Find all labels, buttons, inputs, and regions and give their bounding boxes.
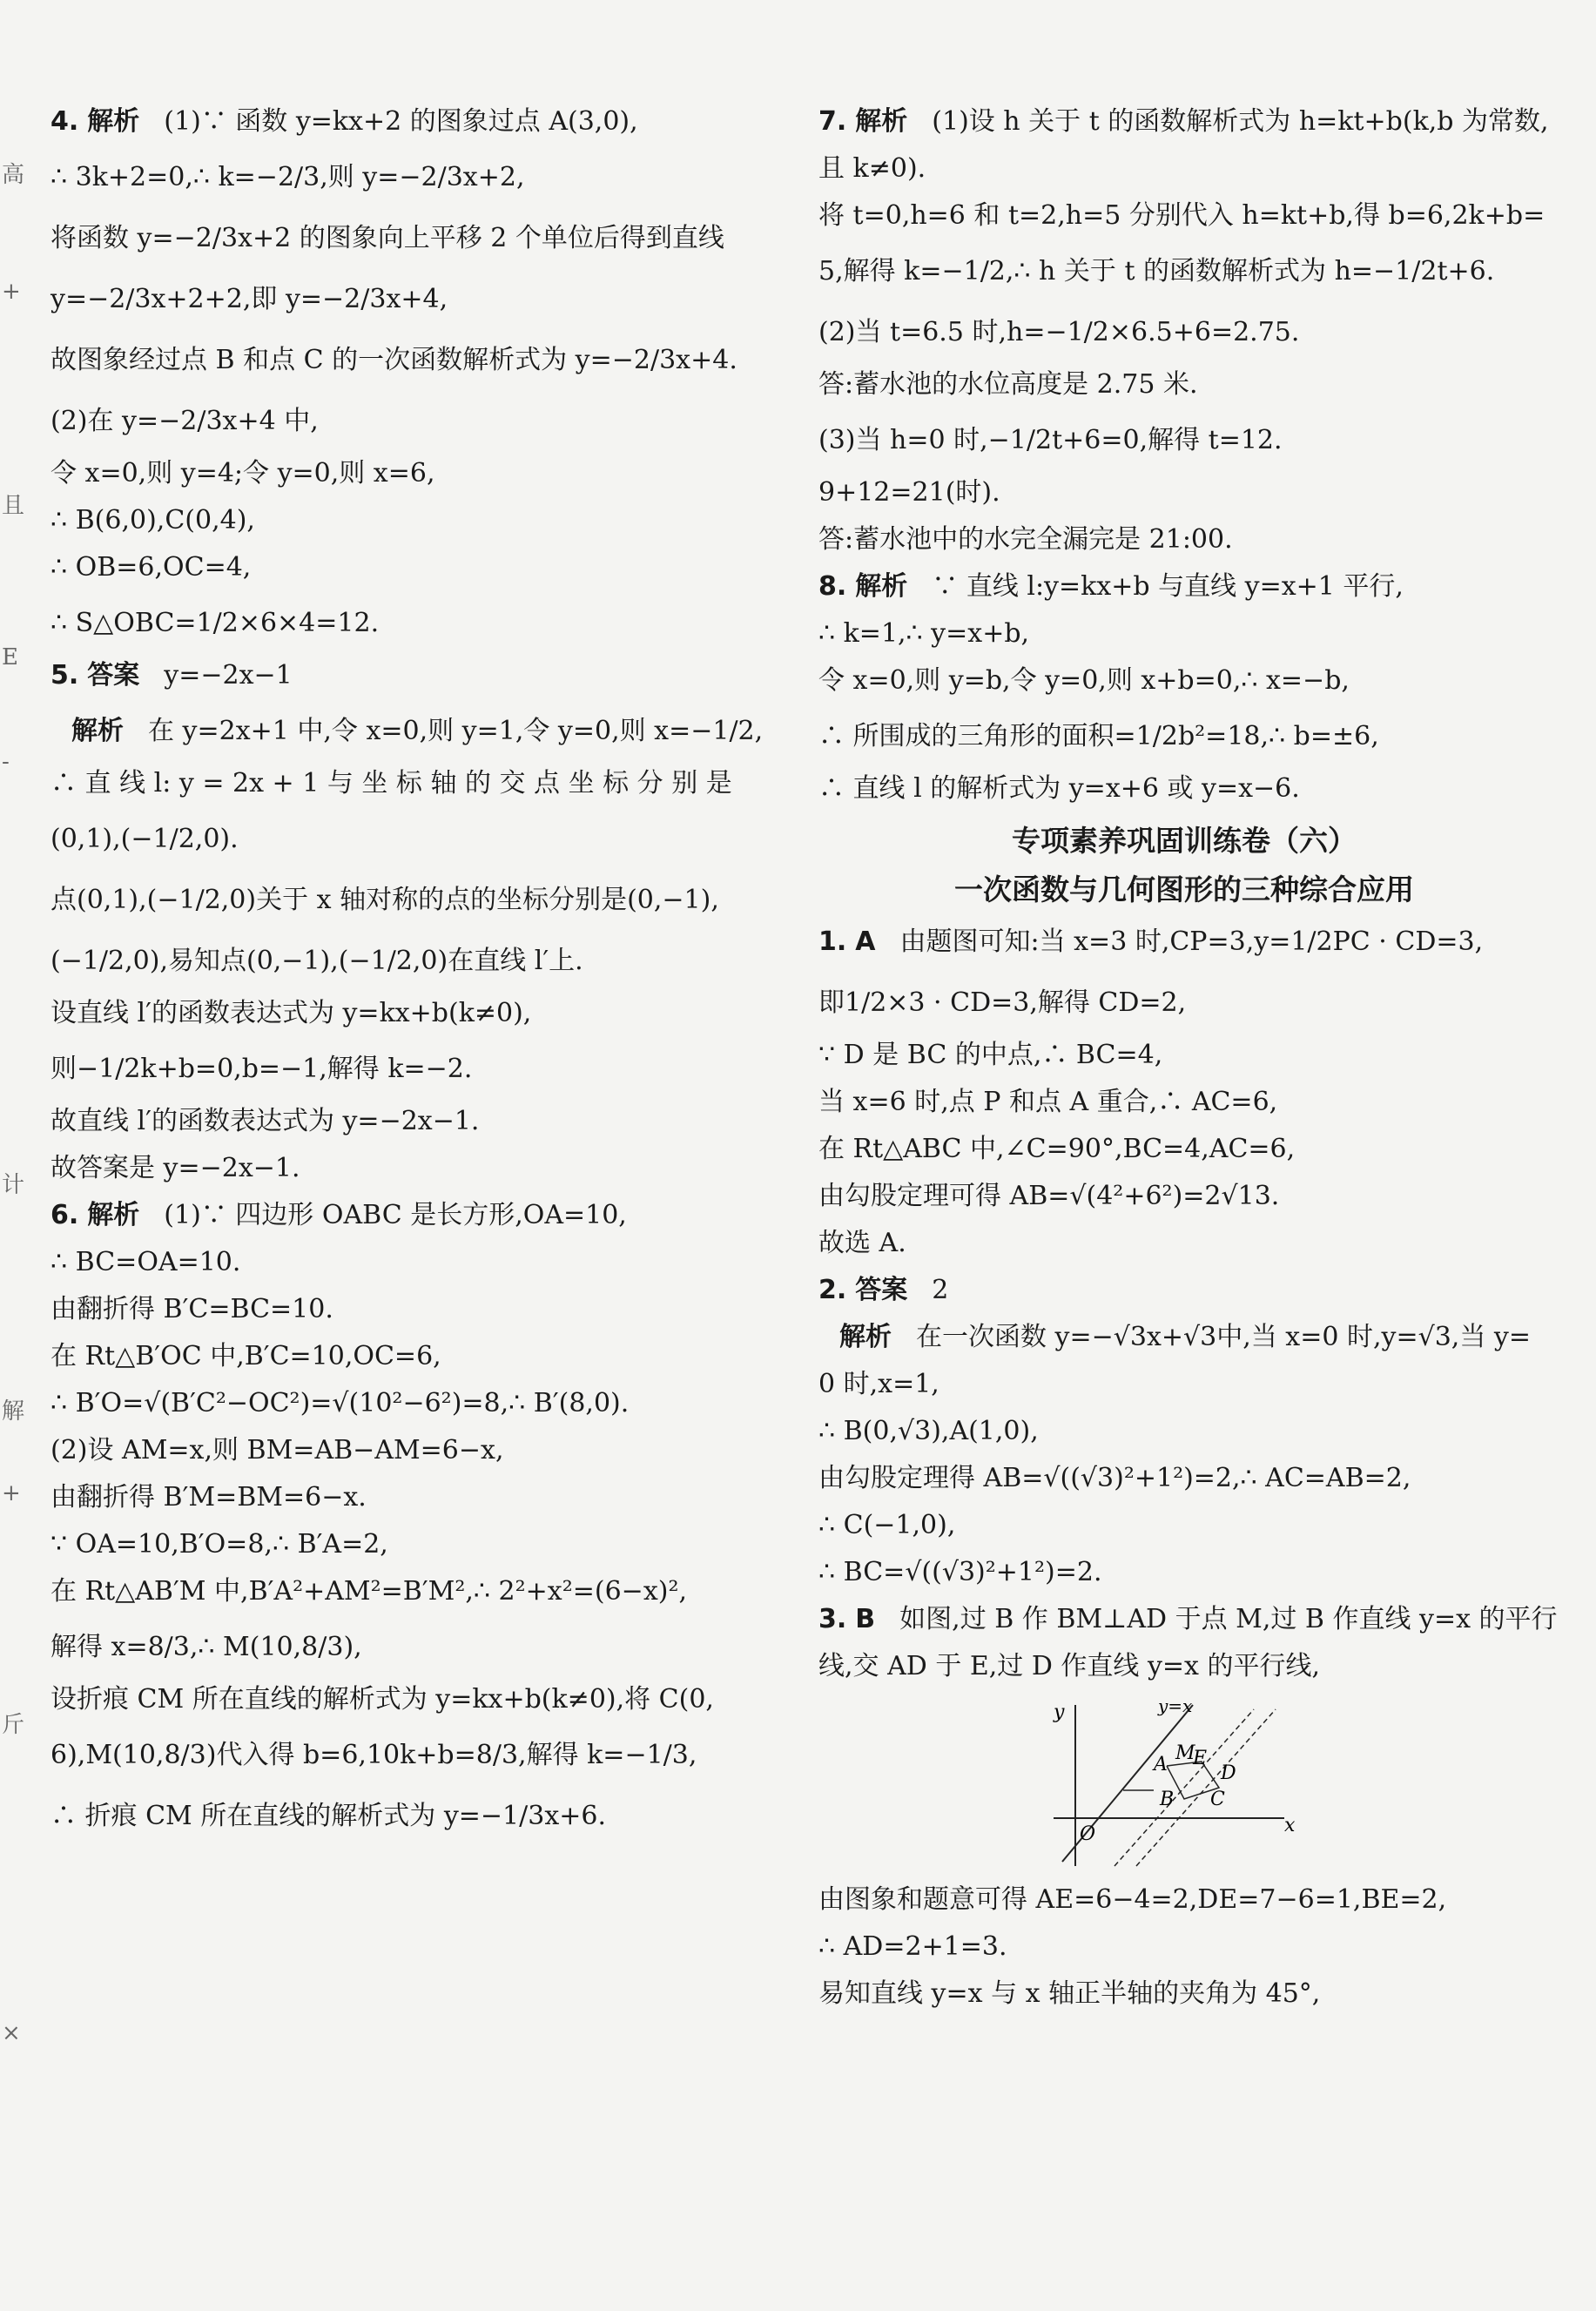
text-line (51, 813, 782, 866)
label-o: O (1080, 1823, 1096, 1845)
text-line (51, 1790, 782, 1843)
line-text: ∴ B(0,√3),A(1,0), (818, 1416, 1039, 1446)
line-text: 答:蓄水池中的水完全漏完是 21:00. (818, 524, 1233, 555)
answer-tag: 答案 (87, 660, 140, 691)
text-line (818, 1649, 1550, 1684)
problem-number: 7. (818, 106, 847, 137)
problem-3-figure (818, 1696, 1550, 1870)
answer-tag: A (855, 926, 876, 957)
text-line (818, 414, 1550, 467)
text-line (51, 996, 782, 1031)
label-m: M (1175, 1742, 1195, 1764)
line-text: ∴ 直 线 l: y = 2x + 1 与 坐 标 轴 的 交 点 坐 标 分 别 是 (51, 768, 732, 798)
answer-tag: 解析 (87, 1200, 140, 1230)
line-text: ∴ B(6,0),C(0,4), (51, 505, 255, 536)
line-text: 在 y=2x+1 中,令 x=0,则 y=1,令 y=0,则 x=−1/2, (148, 716, 764, 746)
answer-tag: 解析 (87, 106, 140, 137)
text-line (51, 503, 782, 538)
text-line (818, 522, 1550, 557)
line-text: 令 x=0,则 y=b,令 y=0,则 x+b=0,∴ x=−b, (818, 665, 1350, 696)
line-text: ∴ BC=√((√3)²+1²)=2. (818, 1557, 1102, 1587)
text-line (818, 475, 1550, 510)
line-text: 由题图可知:当 x=3 时,CP=3,y=1/2PC · CD=3, (899, 926, 1484, 957)
text-line (818, 367, 1550, 402)
line-text: (1)设 h 关于 t 的函数解析式为 h=kt+b(k,b 为常数, (932, 106, 1549, 137)
text-line (51, 1043, 782, 1095)
label-a: A (1154, 1754, 1168, 1775)
line-text: (−1/2,0),易知点(0,−1),(−1/2,0)在直线 l′上. (51, 946, 583, 976)
text-line (818, 1977, 1550, 2011)
line-text: y=−2x−1 (164, 660, 293, 691)
line-text: y=−2/3x+2+2,即 y=−2/3x+4, (51, 284, 448, 314)
line-text: ∵ D 是 BC 的中点,∴ BC=4, (818, 1040, 1163, 1070)
coordinate-figure (1036, 1696, 1297, 1870)
text-line (818, 1320, 1550, 1355)
text-line (818, 1226, 1550, 1261)
line-text: 由翻折得 B′M=BM=6−x. (51, 1482, 367, 1513)
label-c: C (1210, 1789, 1225, 1810)
edge-mark: 斤 (2, 1712, 25, 1738)
text-line (51, 1527, 782, 1562)
line-text: 线,交 AD 于 E,过 D 作直线 y=x 的平行线, (818, 1651, 1321, 1681)
text-line (51, 1682, 782, 1717)
line-text: 设直线 l′的函数表达式为 y=kx+b(k≠0), (51, 998, 532, 1028)
edge-mark: 解 (2, 1398, 25, 1425)
text-line (51, 1480, 782, 1515)
answer-tag: 解析 (855, 571, 908, 602)
line-text: (2)在 y=−2/3x+4 中, (51, 406, 319, 436)
text-line (818, 199, 1550, 233)
line-text: 在一次函数 y=−√3x+√3中,当 x=0 时,y=√3,当 y= (916, 1322, 1531, 1352)
text-line (818, 307, 1550, 359)
edge-mark: - (2, 749, 10, 775)
text-line (818, 616, 1550, 651)
text-line (818, 1367, 1550, 1402)
problem-number: 8. (818, 571, 847, 602)
line-text: ∵ OA=10,B′O=8,∴ B′A=2, (51, 1529, 388, 1560)
text-line (818, 104, 1550, 139)
line-text: ∴ 所围成的三角形的面积=1/2b²=18,∴ b=±6, (818, 721, 1379, 751)
text-line (51, 1433, 782, 1468)
line-text: ∴ 3k+2=0,∴ k=−2/3,则 y=−2/3x+2, (51, 162, 525, 192)
text-line (51, 1574, 782, 1609)
edge-mark: 且 (2, 493, 25, 519)
text-line (818, 1930, 1550, 1964)
line-text: (2)设 AM=x,则 BM=AB−AM=6−x, (51, 1435, 504, 1465)
text-line (51, 273, 782, 326)
text-line (818, 664, 1550, 698)
line-text: 由翻折得 B′C=BC=10. (51, 1294, 333, 1324)
text-line (51, 874, 782, 926)
text-line (51, 1104, 782, 1139)
text-line (51, 1339, 782, 1374)
right-column (818, 104, 1558, 2024)
text-line (51, 1198, 782, 1233)
line-text: 由勾股定理可得 AB=√(4²+6²)=2√13. (818, 1181, 1280, 1211)
text-line (818, 1414, 1550, 1449)
line-text: ∴ B′O=√(B′C²−OC²)=√(10²−6²)=8,∴ B′(8,0). (51, 1388, 630, 1418)
line-text: 0 时,x=1, (818, 1369, 939, 1399)
line-text: 解得 x=8/3,∴ M(10,8/3), (51, 1632, 362, 1662)
answer-tag: 解析 (839, 1322, 892, 1352)
label-e: E (1193, 1748, 1208, 1769)
line-text: 故直线 l′的函数表达式为 y=−2x−1. (51, 1106, 480, 1136)
text-line (51, 550, 782, 585)
answer-tag: B (855, 1604, 876, 1634)
line-text: 将 t=0,h=6 和 t=2,h=5 分别代入 h=kt+b,得 b=6,2k+b= (818, 200, 1545, 231)
parallel-line-through-b (1115, 1709, 1254, 1866)
line-text: ∵ 直线 l:y=kx+b 与直线 y=x+1 平行, (932, 571, 1404, 602)
line-text: 6),M(10,8/3)代入得 b=6,10k+b=8/3,解得 k=−1/3, (51, 1740, 697, 1770)
text-line (51, 766, 782, 801)
label-d: D (1221, 1762, 1236, 1784)
line-text: 如图,过 B 作 BM⊥AD 于点 M,过 B 作直线 y=x 的平行 (899, 1604, 1558, 1634)
text-line (51, 395, 782, 448)
label-y: y (1054, 1701, 1065, 1723)
line-text: ∴ k=1,∴ y=x+b, (818, 618, 1030, 649)
text-line (818, 1602, 1558, 1637)
line-text: ∴ 折痕 CM 所在直线的解析式为 y=−1/3x+6. (51, 1801, 606, 1831)
line-text: (3)当 h=0 时,−1/2t+6=0,解得 t=12. (818, 425, 1283, 455)
text-line (51, 705, 782, 758)
edge-mark: 高 (2, 162, 25, 188)
line-text: 由图象和题意可得 AE=6−4=2,DE=7−6=1,BE=2, (818, 1884, 1447, 1915)
label-yx: y=x (1158, 1696, 1193, 1716)
text-line (818, 1038, 1550, 1073)
problem-number: 6. (51, 1200, 79, 1230)
edge-mark: 计 (2, 1172, 25, 1198)
text-line (51, 597, 782, 650)
problem-number: 4. (51, 106, 79, 137)
label-x: x (1284, 1815, 1296, 1836)
text-line (818, 1132, 1550, 1167)
line-text: 故答案是 y=−2x−1. (51, 1153, 300, 1183)
line-text: 点(0,1),(−1/2,0)关于 x 轴对称的点的坐标分别是(0,−1), (51, 885, 719, 915)
line-text: 5,解得 k=−1/2,∴ h 关于 t 的函数解析式为 h=−1/2t+6. (818, 256, 1495, 286)
line-text: ∴ OB=6,OC=4, (51, 552, 252, 583)
text-line (818, 916, 1550, 968)
problems-7-8 (818, 104, 1550, 806)
line-text: (2)当 t=6.5 时,h=−1/2×6.5+6=2.75. (818, 317, 1300, 347)
text-line (51, 1621, 782, 1674)
text-line (818, 1179, 1550, 1214)
text-line (818, 246, 1550, 298)
label-b: B (1160, 1789, 1175, 1810)
line-text: 则−1/2k+b=0,b=−1,解得 k=−2. (51, 1054, 473, 1084)
text-line (818, 1883, 1550, 1917)
line-text: 在 Rt△B′OC 中,B′C=10,OC=6, (51, 1341, 441, 1371)
line-text: 故选 A. (818, 1228, 906, 1258)
edge-mark: + (2, 279, 21, 305)
problem-number: 1. (818, 926, 847, 957)
text-line (818, 711, 1550, 763)
text-line (51, 1151, 782, 1186)
line-text: 答:蓄水池的水位高度是 2.75 米. (818, 369, 1198, 400)
line-text: (1)∵ 函数 y=kx+2 的图象过点 A(3,0), (164, 106, 638, 137)
text-line (818, 569, 1550, 604)
problem-number: 5. (51, 660, 79, 691)
edge-mark: + (2, 1480, 21, 1506)
line-text: ∴ BC=OA=10. (51, 1247, 241, 1277)
problem-3-continued (818, 1883, 1550, 2011)
parallel-line-through-d (1136, 1709, 1276, 1866)
text-line (51, 935, 782, 987)
text-line (818, 1085, 1550, 1120)
text-line (51, 212, 782, 265)
text-line (818, 977, 1550, 1029)
text-line (51, 1292, 782, 1327)
text-line (818, 152, 1550, 186)
answer-tag: 解析 (71, 716, 124, 746)
text-line (51, 152, 782, 204)
line-text: 由勾股定理得 AB=√((√3)²+1²)=2,∴ AC=AB=2, (818, 1463, 1411, 1493)
text-line (51, 456, 782, 491)
section-subtitle: 一次函数与几何图形的三种综合应用 (954, 873, 1414, 906)
line-text: 令 x=0,则 y=4;令 y=0,则 x=6, (51, 458, 435, 488)
line-text: ∴ S△OBC=1/2×6×4=12. (51, 608, 380, 638)
line-text: (0,1),(−1/2,0). (51, 824, 239, 854)
line-text: 当 x=6 时,点 P 和点 A 重合,∴ AC=6, (818, 1087, 1278, 1117)
text-line (51, 658, 782, 693)
line-text: 9+12=21(时). (818, 477, 1000, 508)
line-text: 设折痕 CM 所在直线的解析式为 y=kx+b(k≠0),将 C(0, (51, 1684, 714, 1715)
text-line (818, 1273, 1550, 1308)
problem-number: 2. (818, 1275, 847, 1305)
line-text: (1)∵ 四边形 OABC 是长方形,OA=10, (164, 1200, 627, 1230)
line-text: 在 Rt△ABC 中,∠C=90°,BC=4,AC=6, (818, 1134, 1296, 1164)
answer-tag: 解析 (855, 106, 908, 137)
section-six-problems (818, 916, 1558, 1684)
text-line (818, 1555, 1550, 1590)
line-text: 2 (932, 1275, 949, 1305)
line-text: 将函数 y=−2/3x+2 的图象向上平移 2 个单位后得到直线 (51, 223, 724, 253)
edge-mark: × (2, 2020, 21, 2046)
text-line (51, 334, 782, 387)
text-line (51, 1245, 782, 1280)
text-line (818, 1508, 1550, 1543)
line-text: 在 Rt△AB′M 中,B′A²+AM²=B′M²,∴ 2²+x²=(6−x)², (51, 1576, 688, 1607)
line-text: ∴ C(−1,0), (818, 1510, 956, 1540)
left-column (51, 104, 782, 1851)
text-line (818, 1461, 1550, 1496)
text-line (51, 104, 782, 139)
line-text: 易知直线 y=x 与 x 轴正半轴的夹角为 45°, (818, 1978, 1321, 2009)
text-line (818, 771, 1550, 806)
edge-mark: E (2, 644, 18, 670)
line-text: ∴ 直线 l 的解析式为 y=x+6 或 y=x−6. (818, 773, 1300, 804)
line-text: 且 k≠0). (818, 153, 926, 184)
text-line (51, 1729, 782, 1782)
line-text: ∴ AD=2+1=3. (818, 1931, 1007, 1962)
line-text: 即1/2×3 · CD=3,解得 CD=2, (818, 987, 1187, 1018)
section-title: 专项素养巩固训练卷（六） (1012, 824, 1357, 858)
answer-tag: 答案 (855, 1275, 908, 1305)
problem-number: 3. (818, 1604, 847, 1634)
text-line (51, 1386, 782, 1421)
line-text: 故图象经过点 B 和点 C 的一次函数解析式为 y=−2/3x+4. (51, 345, 737, 375)
